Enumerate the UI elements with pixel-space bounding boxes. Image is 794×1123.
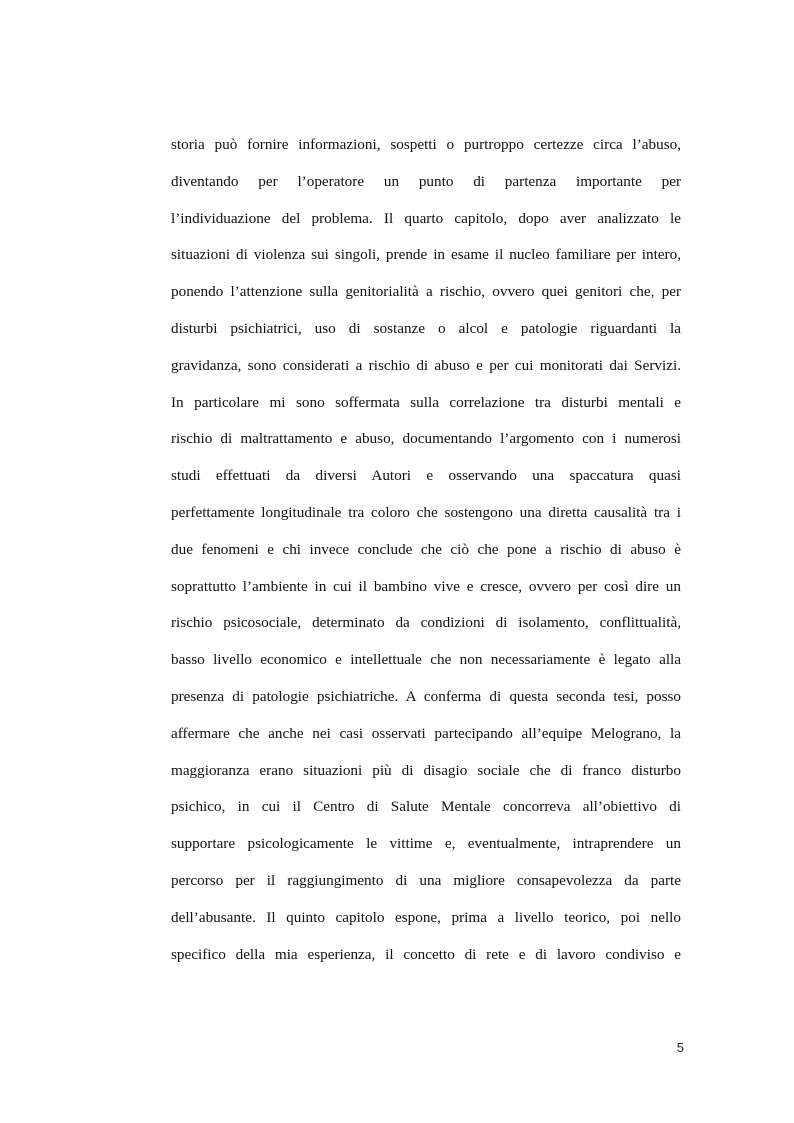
text-line: due fenomeni e chi invece conclude che ciò che pone a rischio di abuso è <box>171 540 681 558</box>
text-line: studi effettuati da diversi Autori e osservando una spaccatura quasi <box>171 467 681 485</box>
text-line: presenza di patologie psichiatriche. A conferma di questa seconda tesi, posso <box>171 687 681 705</box>
text-line: percorso per il raggiungimento di una migliore consapevolezza da parte <box>171 871 681 889</box>
text-line: diventando per l’operatore un punto di partenza importante per <box>171 172 681 190</box>
text-line: basso livello economico e intellettuale che non necessariamente è legato alla <box>171 651 681 669</box>
text-line: affermare che anche nei casi osservati partecipando all’equipe Melograno, la <box>171 724 681 742</box>
text-line: disturbi psichiatrici, uso di sostanze o alcol e patologie riguardanti la <box>171 319 681 337</box>
page-number: 5 <box>676 1040 684 1055</box>
text-line: psichico, in cui il Centro di Salute Mentale concorreva all’obiettivo di <box>171 798 681 816</box>
text-line: situazioni di violenza sui singoli, prende in esame il nucleo familiare per intero, <box>171 246 681 264</box>
text-line: rischio psicosociale, determinato da condizioni di isolamento, conflittualità, <box>171 614 681 632</box>
text-line: rischio di maltrattamento e abuso, documentando l’argomento con i numerosi <box>171 430 681 448</box>
body-paragraph <box>171 127 681 973</box>
text-line: soprattutto l’ambiente in cui il bambino vive e cresce, ovvero per così dire un <box>171 577 681 595</box>
text-line: specifico della mia esperienza, il concetto di rete e di lavoro condiviso e <box>171 945 681 963</box>
text-line: dell’abusante. Il quinto capitolo espone, prima a livello teorico, poi nello <box>171 908 681 926</box>
text-line: l’individuazione del problema. Il quarto capitolo, dopo aver analizzato le <box>171 209 681 227</box>
text-line: perfettamente longitudinale tra coloro che sostengono una diretta causalità tra i <box>171 503 681 521</box>
text-line: ponendo l’attenzione sulla genitorialità a rischio, ovvero quei genitori che, per <box>171 283 681 301</box>
text-line: storia può fornire informazioni, sospetti o purtroppo certezze circa l’abuso, <box>171 136 681 153</box>
text-line: gravidanza, sono considerati a rischio di abuso e per cui monitorati dai Servizi. <box>171 356 681 374</box>
text-line: maggioranza erano situazioni più di disagio sociale che di franco disturbo <box>171 761 681 779</box>
text-line: In particolare mi sono soffermata sulla correlazione tra disturbi mentali e <box>171 393 681 411</box>
text-line: supportare psicologicamente le vittime e, eventualmente, intraprendere un <box>171 835 681 853</box>
